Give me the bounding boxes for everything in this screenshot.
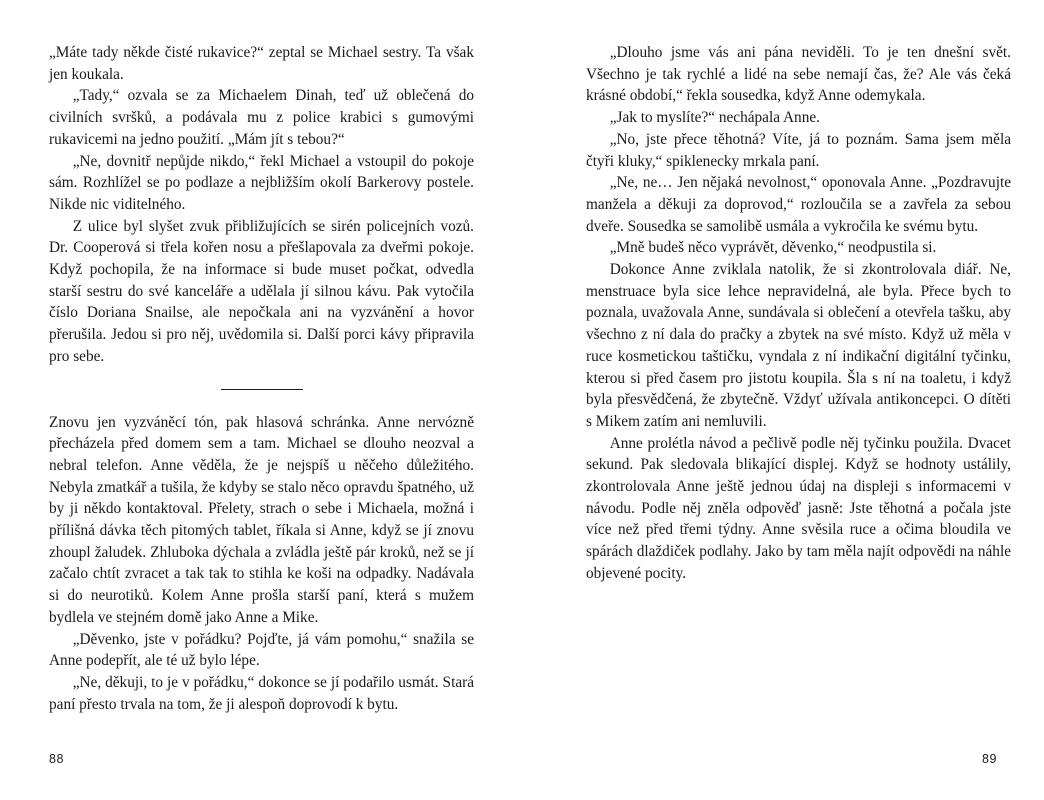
paragraph: „Děvenko, jste v pořádku? Pojďte, já vám pomohu,“ snažila se Anne podepřít, ale té už bylo lépe.	[49, 630, 474, 670]
paragraph: „Máte tady někde čisté rukavice?“ zeptal se Michael sestry. Ta však jen koukala.	[49, 44, 474, 83]
section-divider	[221, 389, 303, 390]
paragraph: Anne prolétla návod a pečlivě podle něj tyčinku použila. Dvacet sekund. Pak sledovala blikající displej. Když se hodnoty ustálily, zkontrolovala Anne ještě jednou údaj na displeji s informacemi v návodu. Podle něj zněla odpověď jasně: Jste těhotná a počala jste více než před třemi týdny. Anne svěsila ruce a očima bloudila ve spárách dlaždiček podlahy. Jako by tam měla najít odpovědi na náhle objevené pocity.	[586, 434, 1011, 582]
paragraph: „Ne, dovnitř nepůjde nikdo,“ řekl Michael a vstoupil do pokoje sám. Rozhlížel se po podlaze a nejbližším okolí Barkerovy postele. Nikde nic viditelného.	[49, 152, 474, 213]
paragraph: „No, jste přece těhotná? Víte, já to poznám. Sama jsem měla čtyři kluky,“ spiklenecky mrkala paní.	[586, 130, 1011, 170]
paragraph: „Ne, ne… Jen nějaká nevolnost,“ oponovala Anne. „Pozdravujte manžela a děkuji za doprovod,“ rozloučila se a zavřela za sebou dveře. Sousedka se samolibě usmála a vykročila ke svému bytu.	[586, 174, 1011, 235]
paragraph: „Mně budeš něco vyprávět, děvenko,“ neodpustila si.	[609, 239, 937, 257]
paragraph: „Jak to myslíte?“ nechápala Anne.	[609, 109, 820, 127]
paragraph: „Tady,“ ozvala se za Michaelem Dinah, teď už oblečená do civilních svršků, a podávala mu z police krabici s gumovými rukavicemi na jedno použití. „Mám jít s tebou?“	[49, 87, 474, 148]
paragraph: „Dlouho jsme vás ani pána neviděli. To je ten dnešní svět. Všechno je tak rychlé a lidé na sebe nemají čas, že? Ale vás čeká krásné období,“ řekla sousedka, když Anne odemykala.	[586, 44, 1011, 105]
page-number-right: 89	[982, 752, 997, 766]
left-page	[49, 42, 474, 715]
paragraph: Z ulice byl slyšet zvuk přibližujících se sirén policejních vozů. Dr. Cooperová si třela kořen nosu a přešlapovala za dveřmi pokoje. Když pochopila, že na informace si bude muset počkat, odvedla starší sestru do své kanceláře a udělala jí silnou kávu. Pak vytočila číslo Doriana Snailse, ale nepočkala ani na vyzvánění a hovor přerušila. Jedou si pro něj, uvědomila si. Další porci kávy připravila pro sebe.	[49, 217, 474, 365]
paragraph: Znovu jen vyzváněcí tón, pak hlasová schránka. Anne nervózně přecházela před domem sem a tam. Michael se dlouho neozval a nebral telefon. Anne věděla, že je nejspíš u něčeho důležitého. Nebyla zmatkář a tušila, že kdyby se stalo něco opravdu špatného, už by ji někdo kontaktoval. Přelety, strach o sebe i Michaela, možná i přílišná dávka těch pitomých tablet, říkala si Anne, když se jí znovu zhoupl žaludek. Zhluboka dýchala a zvládla ještě pár kroků, než se jí začalo chtít zvracet a tak tak to stihla ke koši na odpadky. Nadávala si do neurotiků. Kolem Anne prošla starší paní, která s mužem bydlela ve stejném domě jako Anne a Mike.	[49, 413, 474, 626]
paragraph: „Ne, děkuji, to je v pořádku,“ dokonce se jí podařilo usmát. Stará paní přesto trvala na tom, že ji alespoň doprovodí k bytu.	[49, 673, 474, 713]
right-page	[586, 42, 1011, 585]
paragraph: Dokonce Anne zviklala natolik, že si zkontrolovala diář. Ne, menstruace byla sice lehce nepravidelná, ale byla. Přece bych to poznala, uvažovala Anne, sundávala si oblečení a otevřela tašku, aby všechno z ní dala do pračky a zbytek na své místo. Když už měla v ruce kosmetickou taštičku, vyndala z ní indikační digitální tyčinku, kterou si před časem pro jistotu koupila. Šla s ní na toaletu, i když byla přesvědčená, že zbytečně. Vždyť užívala antikoncepci. O dítěti s Mikem zatím ani nemluvili.	[586, 261, 1011, 430]
page-number-left: 88	[49, 752, 64, 766]
